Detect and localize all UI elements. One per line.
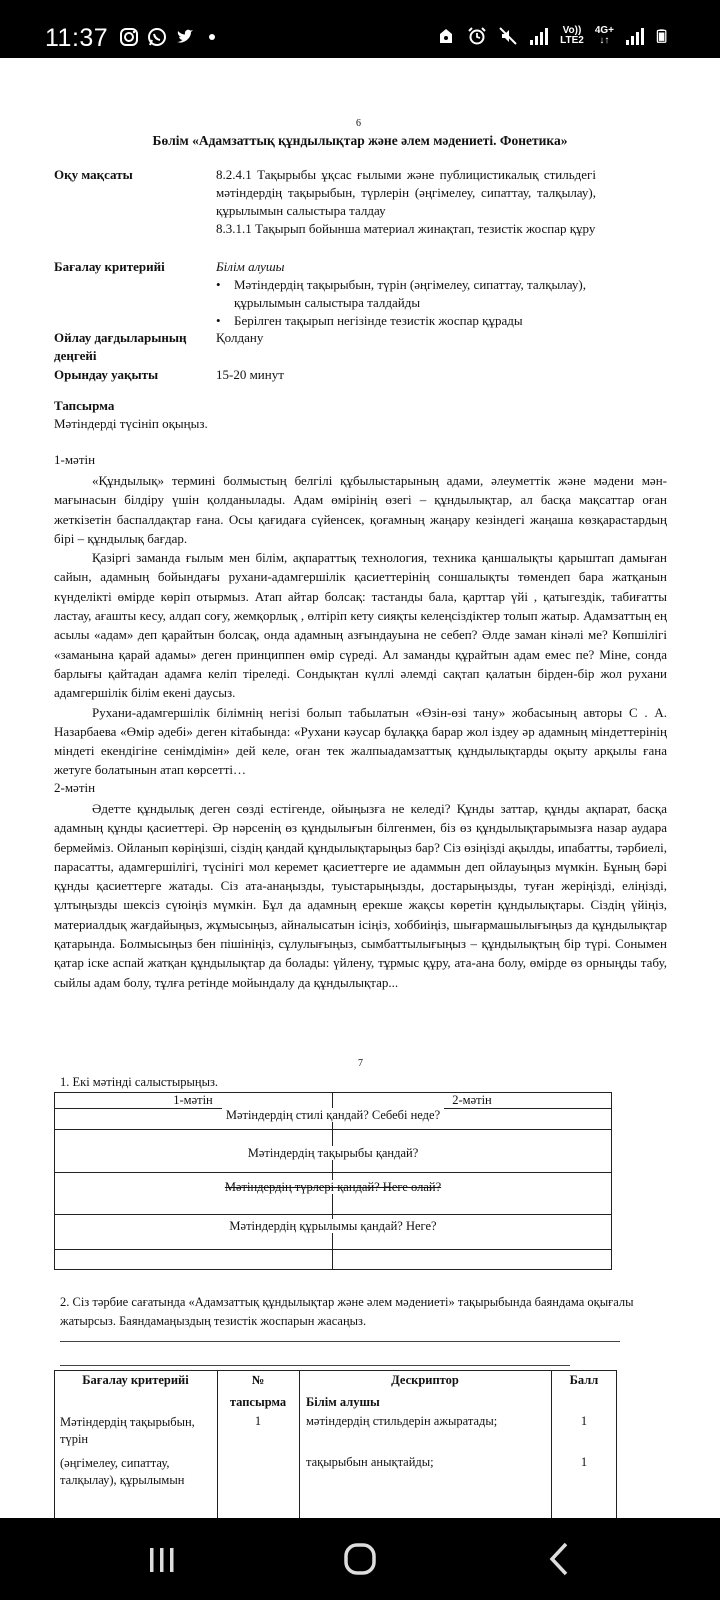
criterion-text: (әңгімелеу, сипаттау, талқылау), құрылымын <box>60 1456 185 1487</box>
goal-line: 8.2.4.1 Тақырыбы ұқсас ғылыми және публицистикалық стильдегі мәтіндердің тақырыбын, түрлерін (әңгімелеу, сипаттау, талқылау), құрылымын салыстыра талдау <box>216 167 596 218</box>
header-number: № <box>251 1373 265 1387</box>
recents-icon[interactable] <box>138 1538 186 1580</box>
alarm-icon <box>467 26 487 46</box>
more-notifications-icon <box>209 34 215 40</box>
compare-table <box>54 1092 612 1270</box>
goal-line: 8.3.1.1 Тақырып бойынша материал жинақтап, тезистік жоспар құру <box>216 221 596 236</box>
criteria-value <box>216 258 596 330</box>
paragraph: Қазіргі заманда ғылым мен білім, ақпараттық технология, техника қаншалықты қарыштап дамыған сайын, адамның бойындағы рухани-адамгершілік қасиеттерінің соншалықты төмендеп бара жатқанын күнделікті өмірде көріп отырмыз. Атап айтар болсақ: тастанды бала, қарттар үйі , қатыгездік, табиғатты ластау, ағашты кесу, алдап соғу, жемқорлық , өлтіріп кету сияқты келеңсіздіктер толып жатыр. Адамзаттың ең асылы «адам» деп қарайтын болсақ, онда адамның азғындауына не себеп? Әлде заман кінәлі ме? Көпшілігі «заманына қарай адамы» деген принциппен өмір сүреді. Ал заманды құрайтын адам емес пе? Міне, сонда барлығы қайтадан адамға келіп тіреледі. Сондықтан күллі әлемді сақтап қалатын бірден-бір жол рухани адамгершілік білім екені даусыз. <box>54 550 667 701</box>
text2-heading: 2-мәтін <box>54 780 96 795</box>
question-1: 1. Екі мәтінді салыстырыңыз. <box>60 1075 219 1089</box>
table-row: Мәтіндердің тақырыбы қандай? <box>244 1146 423 1160</box>
task-heading: Тапсырма <box>54 398 115 413</box>
criteria-table <box>54 1370 617 1518</box>
header-criterion: Бағалау критерийі <box>82 1373 189 1387</box>
table-row: Мәтіндердің құрылымы қандай? Неге? <box>225 1219 440 1233</box>
clock: 11:37 <box>45 24 109 52</box>
criterion-text: Мәтіндердің тақырыбын, түрін <box>60 1415 195 1446</box>
answer-line[interactable] <box>60 1341 620 1342</box>
paragraph: Әдетте құндылық деген сөзді естігенде, ойыңызға не келеді? Құнды заттар, құнды ақпарат, басқа адамның құнды қасиеттері. Әр нәрсенің өз құндылығын білгенмен, біз өз құндылықтарымызға назар аудара бермейміз. Ойланып көріңізші, сіздің қандай құндылықтарыңыз бар? Сіз өзіңізді ақылды, ипабатты, тәрбиелі, парасатты, адамгершілігі, түсінігі мол керемет қасиеттерге ие адаммын деп ойлауыңыз мүмкін. Бұның бәрі құнды қасиеттерге жатады. Сіз ата-анаңызды, туыстарыңызды, достарыңызды, туған жеріңізді, еліңізді, ұлтыңызды шексіз сүюіңіз мүмкін. Бұл да адамның ерекше жақсы көретін құндылықтары. Сіздің үйіңіз, материалдық жағдайыңыз, жұмысыңыз, айналысатын ісіңіз, хоббиіңіз, шығармашылығыңыз да құндылықтар қатарында. Болмысыңыз бен пішініңіз, сұлулығыңыз, сымбаттылығыңыз – құндылықтың бір түрі. Сонымен қатар іске аспай жатқан құндылықтар да болады: үйлену, тұрмыс құру, ата-ана болу, өмірде өз орныңды табу, сыйлы адам болу, тұлға ретінде мойындалу да құндылықтар... <box>54 801 667 990</box>
criteria-label: Бағалау критерийі <box>54 259 165 274</box>
signal-icon <box>625 26 645 46</box>
descriptor-intro: Білім алушы <box>306 1395 380 1409</box>
page-number: 6 <box>356 118 361 129</box>
text1-heading: 1-мәтін <box>54 452 96 467</box>
goal-value <box>216 166 596 238</box>
goal-label: Оқу мақсаты <box>54 167 133 182</box>
score-value: 1 <box>580 1414 588 1428</box>
mute-icon <box>498 26 518 46</box>
notification-icons <box>119 27 215 47</box>
instagram-icon <box>119 27 139 47</box>
header-task: тапсырма <box>229 1395 287 1409</box>
status-bar <box>0 0 720 58</box>
header-score: Балл <box>569 1373 599 1387</box>
whatsapp-icon <box>147 27 167 47</box>
table-row: Мәтіндердің түрлері қандай? Неге олай? <box>221 1180 445 1194</box>
column-header: 2-мәтін <box>452 1093 492 1107</box>
page-title: Бөлім «Адамзаттық құндылықтар және әлем мәдениеті. Фонетика» <box>152 133 568 148</box>
time-label: Орындау уақыты <box>54 367 159 382</box>
navigation-bar <box>0 1518 720 1600</box>
secure-icon <box>436 26 456 46</box>
battery-icon <box>656 26 670 46</box>
document-page[interactable] <box>0 58 720 1518</box>
twitter-icon <box>175 27 195 47</box>
signal-icon <box>529 26 549 46</box>
lte-icon: Vo)) LTE2 <box>560 25 584 46</box>
descriptor-text: тақырыбын анықтайды; <box>306 1455 434 1469</box>
skills-value: Қолдану <box>216 330 264 345</box>
header-descriptor: Дескриптор <box>391 1373 459 1387</box>
system-icons <box>436 26 670 46</box>
criteria-item: • Мәтіндердің тақырыбын, түрін (әңгімелеу, сипаттау, талқылау), құрылымын салыстыра талдайды <box>216 277 586 310</box>
question-2: 2. Сіз тәрбие сағатында «Адамзаттық құндылықтар және әлем мәдениеті» тақырыбында баяндама оқығалы жатырсыз. Баяндамаңыздың тезистік жоспарын жасаңыз. <box>60 1295 634 1328</box>
time-value: 15-20 минут <box>216 367 284 382</box>
column-header: 1-мәтін <box>173 1093 213 1107</box>
task-number: 1 <box>254 1414 262 1428</box>
back-icon[interactable] <box>536 1538 584 1580</box>
descriptor-text: мәтіндердің стильдерін ажыратады; <box>306 1414 498 1428</box>
criteria-intro: Білім алушы <box>216 259 285 274</box>
page-number: 7 <box>358 1058 363 1069</box>
criteria-item: • Берілген тақырып негізінде тезистік жоспар құрады <box>216 313 523 328</box>
home-icon[interactable] <box>336 1538 384 1580</box>
paragraph: Рухани-адамгершілік білімнің негізі болып табылатын «Өзін-өзі тану» жобасының авторы С . А. Назарбаева «Өмір әдебі» деген кітабында: «Рухани кәусар бұлаққа барар жол іздеу әр адамның міндеттерінің міндеті екендігіне сенімдімін» дей келе, оған тек жалпыадамзаттық құндылықтарды оқыту арқылы ғана жетуге болатынын атап көрсетті… <box>54 704 667 778</box>
skills-label: Ойлау дағдыларының деңгейі <box>54 330 187 363</box>
task-text: Мәтіндерді түсініп оқыңыз. <box>54 416 208 431</box>
table-row: Мәтіндердің стилі қандай? Себебі неде? <box>222 1108 444 1122</box>
paragraph: «Құндылық» термині болмыстың белгілі құбылыстарының адами, әлеуметтік және мәдени мән-мағынасын білдіру үшін қолданылады. Адам өмірінің өзегі – құндылықтар, ал басқа мақсаттар оған жеткізетін баспалдақтар ғана. Осы қағидаға сүйенсек, қоғамның жаңару кезіндегі жаңаша көзқарастардың бірі – құндылық бағдар. <box>54 473 667 546</box>
text2-body <box>54 799 667 992</box>
score-value: 1 <box>580 1455 588 1469</box>
answer-line[interactable] <box>60 1365 570 1366</box>
text1-body <box>54 471 667 780</box>
network-type-icon: 4G+ ↓↑ <box>594 25 614 46</box>
